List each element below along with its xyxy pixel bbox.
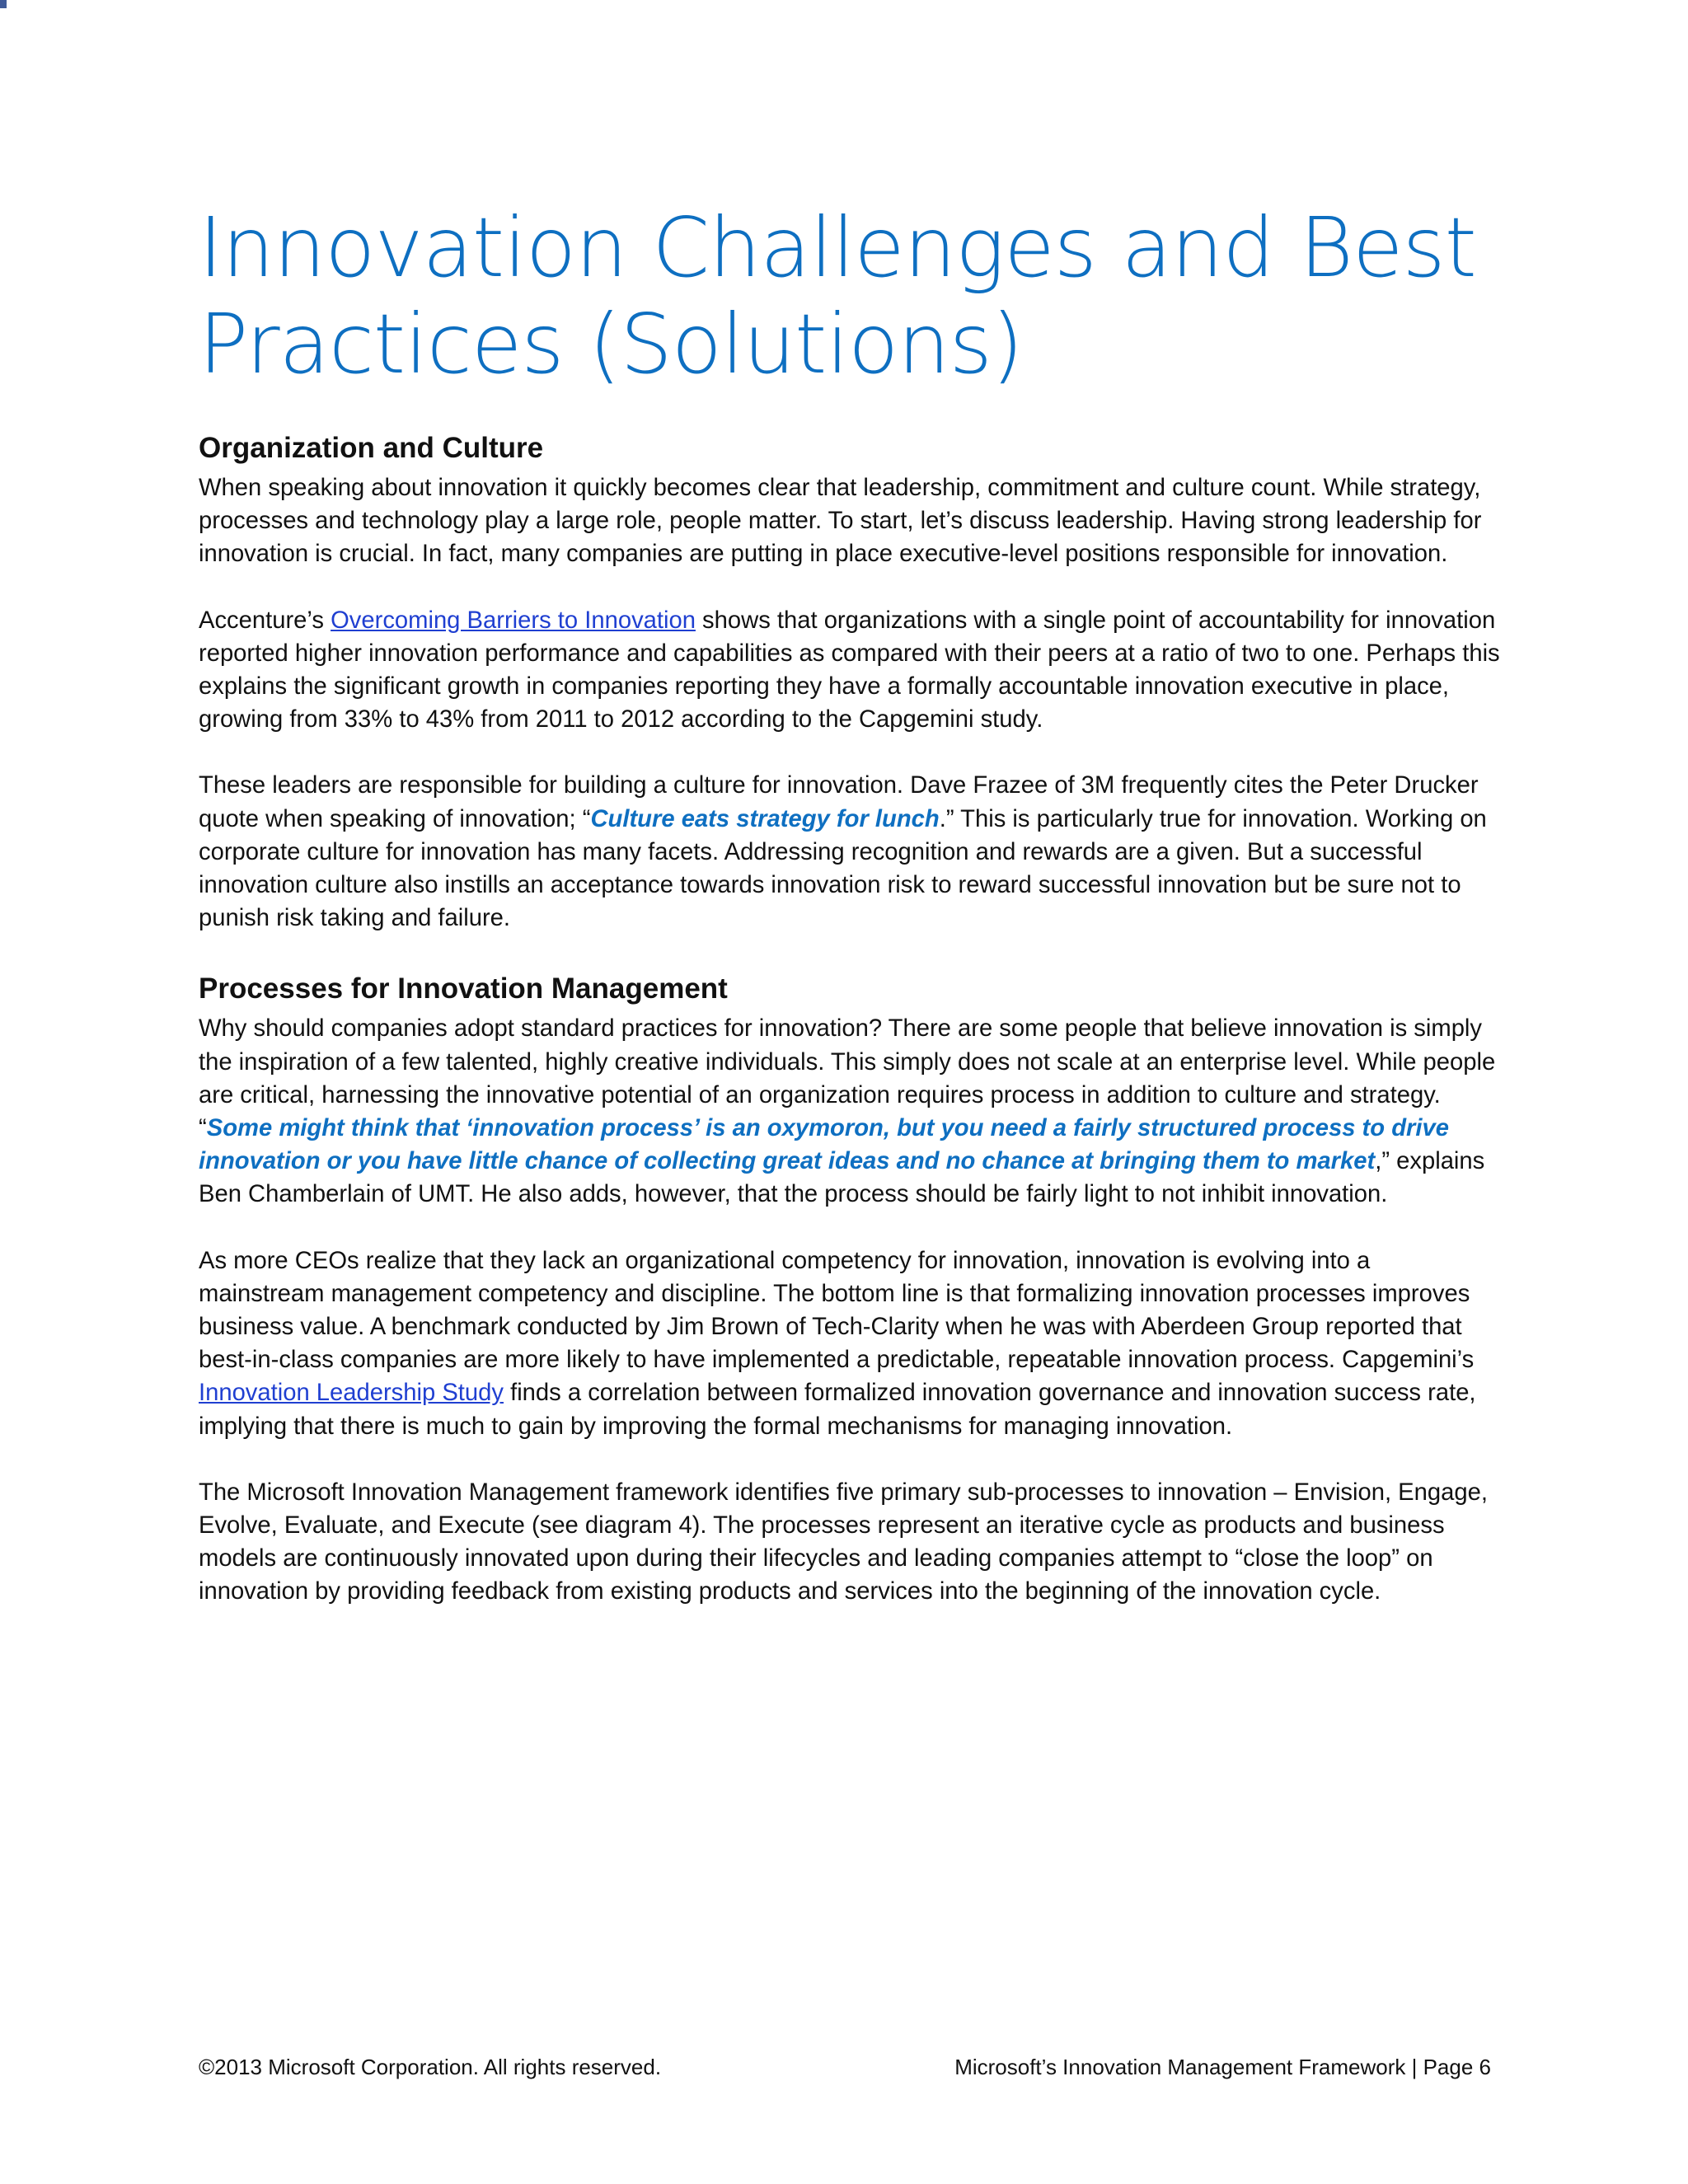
- page-content: [199, 429, 1501, 1642]
- section-heading: Processes for Innovation Management: [199, 972, 728, 1005]
- paragraph: The Microsoft Innovation Management framework identifies five primary sub-processes to innovation – Envision, Engage, Evolve, Evaluate, and Execute (see diagram 4). The processes represent an iterative cycle as products and business models are continuously innovated upon during their lifecycles and leading companies attempt to “close the loop” on innovation by providing feedback from existing products and services into the beginning of the innovation cycle.: [199, 1479, 1488, 1605]
- quote-emphasis: Culture eats strategy for lunch: [590, 805, 940, 832]
- paragraph-text: shows that organizations with a single point of accountability for innovation reported higher innovation performance and capabilities as compared with their peers at a ratio of two to one. Perhaps this explains the significant growth in companies reporting they have a formally accountable innovation executive in place, growing from 33% to 43% from 2011 to 2012 according to the Capgemini study.: [199, 607, 1500, 733]
- quote-emphasis: Some might think that ‘innovation process’ is an oxymoron, but you need a fairly structured process to drive innovation or you have little chance of collecting great ideas and no chance at bringing them to market: [199, 1115, 1449, 1175]
- paragraph-text: These leaders are responsible for building a culture for innovation. Dave Frazee of 3M frequently cites the Peter Drucker quote when speaking of innovation; “: [199, 772, 1479, 832]
- corner-mark: [0, 0, 7, 8]
- paragraph: When speaking about innovation it quickly becomes clear that leadership, commitment and culture count. While strategy, processes and technology play a large role, people matter. To start, let’s discuss leadership. Having strong leadership for innovation is crucial. In fact, many companies are putting in place executive-level positions responsible for innovation.: [199, 475, 1482, 568]
- section-organization-culture: [199, 429, 1501, 935]
- link-innovation-leadership-study[interactable]: Innovation Leadership Study: [199, 1380, 504, 1407]
- paragraph-text: As more CEOs realize that they lack an organizational competency for innovation, innovation is evolving into a mainstream management competency and discipline. The bottom line is that formalizing innovation processes improves business value. A benchmark conducted by Jim Brown of Tech-Clarity when he was with Aberdeen Group reported that best-in-class companies are more likely to have implemented a predictable, repeatable innovation process. Capgemini’s: [199, 1247, 1475, 1374]
- paragraph: [199, 769, 1501, 935]
- paragraph-text: ,” explains Ben Chamberlain of UMT. He also adds, however, that the process should be fairly light to not inhibit innovation.: [199, 1148, 1485, 1208]
- footer-copyright: ©2013 Microsoft Corporation. All rights reserved.: [199, 2055, 662, 2079]
- paragraph: [199, 1244, 1501, 1443]
- paragraph: [199, 604, 1501, 737]
- paragraph-text: finds a correlation between formalized innovation governance and innovation success rate, implying that there is much to gain by improving the formal mechanisms for managing innovation.: [199, 1380, 1476, 1440]
- paragraph-text: Accenture’s: [199, 607, 331, 634]
- paragraph-text: .” This is particularly true for innovation. Working on corporate culture for innovation has many facets. Addressing recognition and rewards are a given. But a successful innovation culture also instills an acceptance towards innovation risk to reward successful innovation but be sure not to punish risk taking and failure.: [199, 805, 1487, 932]
- section-heading: Organization and Culture: [199, 432, 544, 464]
- page-title: Innovation Challenges and Best Practices (Solutions): [199, 199, 1476, 392]
- link-overcoming-barriers[interactable]: Overcoming Barriers to Innovation: [331, 607, 696, 634]
- section-processes: [199, 969, 1501, 1608]
- footer-page-info: Microsoft’s Innovation Management Framework | Page 6: [954, 2055, 1491, 2079]
- paragraph-text: Why should companies adopt standard practices for innovation? There are some people that believe innovation is simply the inspiration of a few talented, highly creative individuals. This simply does not scale at an enterprise level. While people are critical, harnessing the innovative potential of an organization requires process in addition to culture and strategy. “: [199, 1015, 1496, 1142]
- paragraph: [199, 1012, 1501, 1211]
